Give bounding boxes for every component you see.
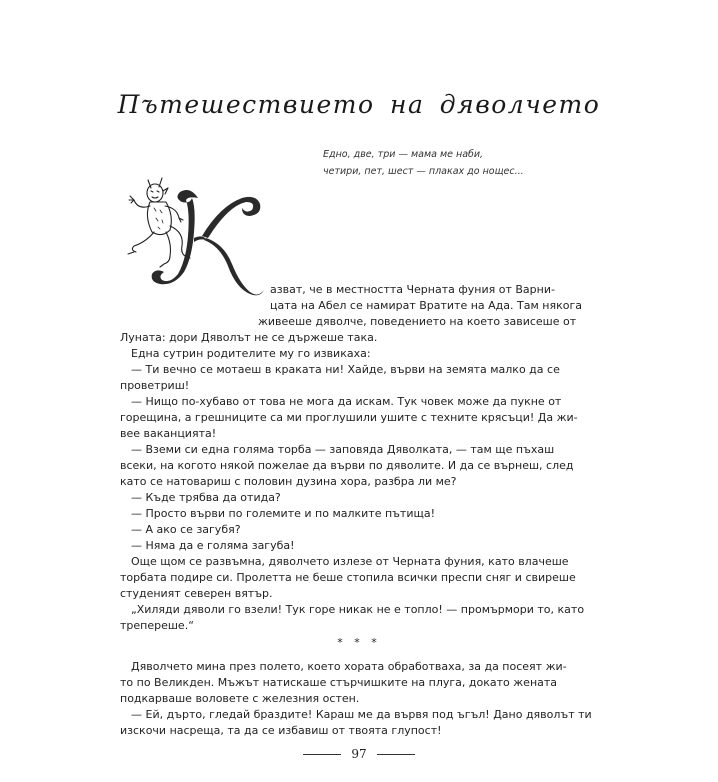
text-line: Една сутрин родителите му го извикаха: <box>131 347 371 360</box>
text-line: — Къде трябва да отида? <box>131 491 281 504</box>
text-line: подкарваше воловете с железния остен. <box>120 692 360 705</box>
text-line: вее ваканцията! <box>120 427 217 440</box>
text-line: живееше дяволче, поведението на което зависеше от <box>258 315 577 328</box>
text-line: — Ей, дърто, гледай браздите! Караш ме да вървя под ъгъл! Дано дяволът ти <box>131 708 592 721</box>
text-line: като се натовариш с половин дузина хора, разбра ли ме? <box>120 475 457 488</box>
footer-rule-left <box>303 754 341 755</box>
text-line: трепереше.“ <box>120 619 194 632</box>
text-line: — А ако се загубя? <box>131 523 241 536</box>
text-line: цата на Абел се намират Вратите на Ада. Там някога <box>270 299 582 312</box>
text-line: „Хиляди дяволи го взели! Тук горе никак не е топло! — промърмори то, като <box>131 603 585 616</box>
text-line: проветриш! <box>120 379 190 392</box>
text-line: — Ти вечно се мотаеш в краката ни! Хайде, върви на земята малко да се <box>131 363 560 376</box>
text-line: Дяволчето мина през полето, което хората обработваха, за да посеят жи- <box>131 660 567 673</box>
text-line: то по Великден. Мъжът натискаше стърчишките на плуга, докато жената <box>120 676 558 689</box>
page-number-footer <box>0 747 718 761</box>
text-line: изскочи насреща, та да се избавиш от твоята глупост! <box>120 724 442 737</box>
text-line: — Нищо по-хубаво от това не мога да искам. Тук човек може да пукне от <box>131 395 562 408</box>
page-number: 97 <box>351 747 367 761</box>
devil-drop-cap-illustration-icon <box>120 172 268 310</box>
page-title: Пътешествието на дяволчето <box>117 90 601 119</box>
text-line: азват, че в местността Черната фуния от Варни- <box>270 283 555 296</box>
text-line: всеки, на когото някой пожелае да върви по дяволите. И да се върнеш, след <box>120 459 574 472</box>
text-line: студеният северен вятър. <box>120 587 273 600</box>
text-line: Луната: дори Дяволът не се държеше така. <box>120 331 378 344</box>
footer-rule-right <box>377 754 415 755</box>
drop-cap-illustration <box>120 172 268 310</box>
text-line: горещина, а грешниците са ми проглушили ушите с техните крясъци! Да жи- <box>120 411 578 424</box>
epigraph <box>323 146 524 180</box>
text-line: — Вземи си една голяма торба — заповяда Дяволката, — там ще пъхаш <box>131 443 555 456</box>
text-line: Още щом се развъмна, дяволчето излезе от Черната фуния, като влачеше <box>131 555 569 568</box>
epigraph-line-2: четири, пет, шест — плаках до нощес... <box>323 166 524 177</box>
text-line: — Просто върви по големите и по малките пътища! <box>131 507 436 520</box>
text-line: — Няма да е голяма загуба! <box>131 539 295 552</box>
section-separator: * * * <box>337 636 381 649</box>
text-line: торбата подире си. Пролетта не беше стопила всички преспи сняг и свиреше <box>120 571 576 584</box>
epigraph-line-1: Едно, две, три — мама ме наби, <box>323 149 484 160</box>
